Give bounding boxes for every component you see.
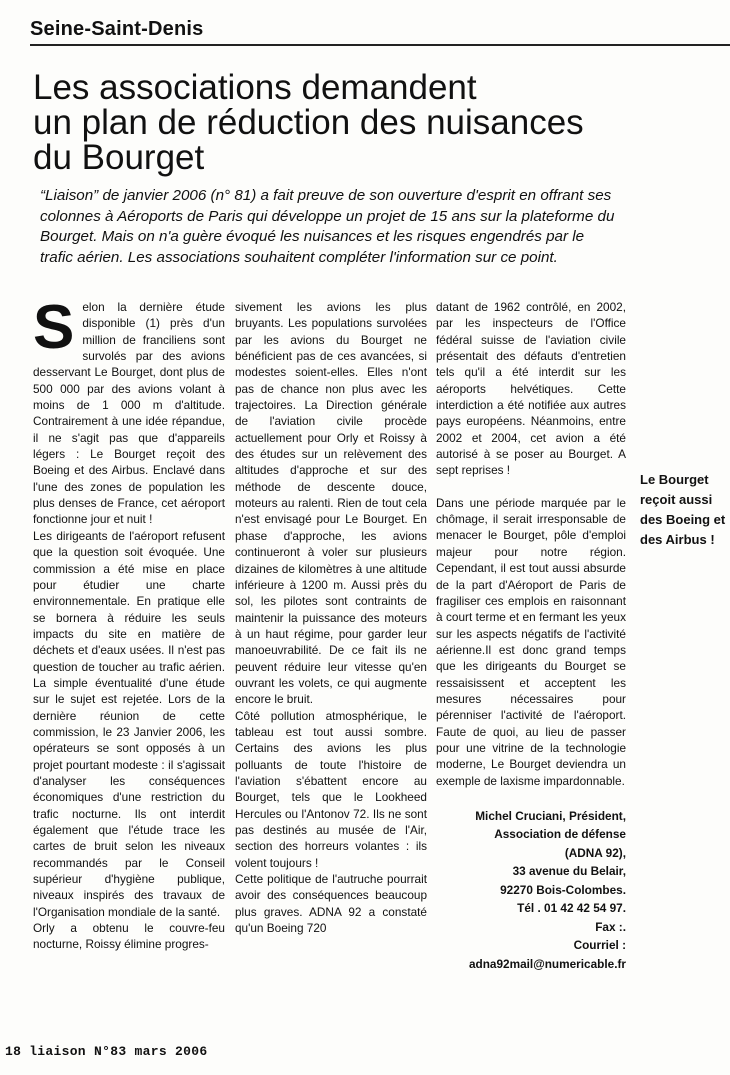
paragraph: Cette politique de l'autruche pourrait avoir des conséquences beaucoup plus graves. ADNA 92 a constaté qu'un Boeing 720 — [235, 872, 427, 936]
signature-line: Tél . 01 42 42 54 97. — [517, 901, 626, 916]
paragraph-text: elon la dernière étude disponible (1) près d'un million de franciliens sont survolés par des avions desservant Le Bourget, dont plus de 500 000 par des avions volant à moins de 1 000 m d'altitude. Contrairement à une idée répandue, il ne s'agit pas que d'appareils légers : Le Bourget reçoit des Boeing et des Airbus. Enclavé dans l'une des zones de population les plus denses de France, cet aéroport fonctionne jour et nuit ! — [33, 300, 225, 527]
signature-line: Michel Cruciani, Président, — [475, 808, 626, 823]
signature-line: Courriel : — [573, 938, 626, 953]
pull-quote: Le Bourget reçoit aussi des Boeing et des Airbus ! — [640, 472, 726, 547]
article-column-3 — [436, 299, 626, 973]
publication-info: liaison N°83 mars 2006 — [29, 1044, 208, 1059]
signature-line: Association de défense — [494, 827, 626, 842]
drop-cap: S — [33, 293, 75, 362]
paragraph: datant de 1962 contrôlé, en 2002, par les inspecteurs de l'Office fédéral suisse de l'aviation civile présentait des défauts d'entretien tels qu'il a été interdit sur les aéroports helvétiques. Cette interdiction a été notifiée aux autres pays européens. Néanmoins, entre 2002 et 2004, cet avion a été autorisé à se poser au Bourget. A sept reprises ! — [436, 300, 626, 478]
page-footer — [5, 1044, 215, 1059]
paragraph — [33, 293, 225, 528]
signature-line: 92270 Bois-Colombes. — [500, 882, 626, 897]
paragraph: Côté pollution atmosphérique, le tableau est tout aussi sombre. Certains des avions les plus polluants de toute l'histoire de l'aviation s'ébattent encore au Bourget, tels que le Lookheed Hercules ou l'Antonov 72. Ils ne sont pas destinés au musée de l'Air, section des horreurs volantes : ils volent toujours ! — [235, 708, 427, 870]
paragraph: Dans une période marquée par le chômage, il serait irresponsable de menacer le Bourget, pôle d'emploi majeur pour notre région. Cependant, il est tout aussi absurde de la part d'Aéroport de Paris de fragiliser ces emplois en raisonnant à court terme et en fermant les yeux sur les aspects négatifs de l'activité aérienne.Il est donc grand temps que les dirigeants du Bourget se ressaisissent et acceptent les mesures nécessaires pour pérenniser l'activité de l'aéroport. Faute de quoi, au lieu de passer pour une vitrine de la technologie moderne, Le Bourget deviendra un exemple de laxisme impardonnable. — [436, 495, 626, 788]
section-header: Seine-Saint-Denis — [30, 18, 730, 46]
article-column-1 — [33, 293, 225, 953]
signature-line: (ADNA 92), — [564, 845, 626, 860]
article-title — [33, 70, 653, 175]
paragraph: Orly a obtenu le couvre-feu nocturne, Roissy élimine progres- — [33, 921, 225, 952]
title-line: du Bourget — [33, 138, 205, 177]
article-lead: “Liaison” de janvier 2006 (n° 81) a fait preuve de son ouverture d'esprit en offrant ses colonnes à Aéroports de Paris qui développe un projet de 15 ans sur la plateforme du Bourget. Mais on n'a guère évoqué les nuisances et les risques engendrés par le trafic aérien. Les associations souhaitent compléter l'information sur ce point. — [40, 187, 615, 266]
signature-line: Fax :. — [595, 919, 626, 934]
paragraph: Les dirigeants de l'aéroport refusent que la question soit évoquée. Une commission a été mise en place pour étudier une charte environnementale. En pratique elle se bornera à réduire les seuls impacts du site en matière de déchets et d'eaux usées. Il n'est pas question de toucher au trafic aérien. La simple éventualité d'une étude sur le sujet est rejetée. Lors de la dernière réunion de cette commission, le 23 Janvier 2006, les opérateurs se sont opposés à un projet pourtant modeste : il s'agissait d'analyser les conséquences économiques d'une restriction du trafic nocturne. Ils ont interdit également que l'étude trace les cartes de bruit selon les niveaux recommandés par le Conseil supérieur d'hygiène publique, niveaux inspirés des travaux de l'Organisation mondiale de la santé. — [33, 528, 225, 919]
signature-block — [436, 807, 626, 974]
page-number: 18 — [5, 1044, 22, 1059]
signature-line: 33 avenue du Belair, — [512, 864, 626, 879]
title-line: Les associations demandent — [33, 68, 477, 107]
article-column-2 — [235, 299, 427, 936]
title-line: un plan de réduction des nuisances — [33, 103, 584, 142]
paragraph: sivement les avions les plus bruyants. Les populations survolées par les avions du Bourget ne bénéficient pas de ces avancées, si modestes soient-elles. Elles n'ont pas de chance non plus avec les trajectoires. La Direction générale de l'aviation civile procède actuellement pour Orly et Roissy à des études sur un relèvement des altitudes d'approche et sur des méthode de descente douce, moteurs au ralenti. Rien de tout cela n'est envisagé pour Le Bourget. En phase d'approche, les avions continueront à voler sur plusieurs dizaines de kilomètres à une altitude inférieure à 1200 m. Aussi près du sol, les pilotes sont contraints de maintenir la puissance des moteurs à un haut régime, pour garder leur manoeuvrabilité. De ce fait ils ne peuvent réduire leur vitesse qu'en ouvrant les volets, ce qui augmente encore le bruit. — [235, 300, 427, 707]
signature-email: adna92mail@numericable.fr — [468, 956, 626, 971]
